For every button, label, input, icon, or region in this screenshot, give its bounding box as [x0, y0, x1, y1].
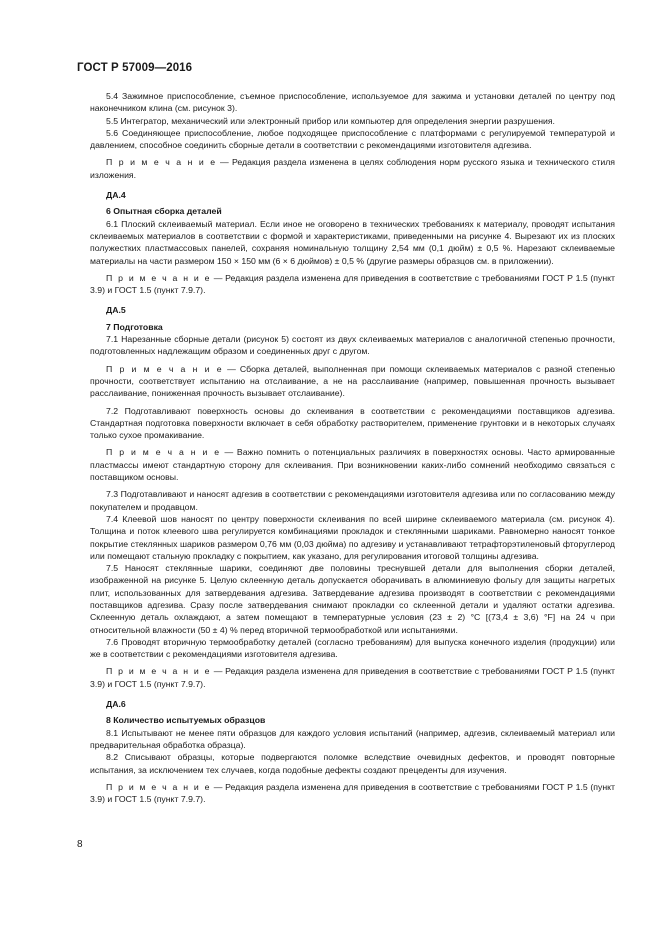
note-text: — Редакция раздела изменена для приведения в соответствие с требованиями ГОСТ Р 1.5 (пункт 3.9) и ГОСТ 1.5 (пункт 7.9.7). — [90, 781, 615, 805]
section-heading: ДА.5 — [106, 305, 126, 316]
document-header: ГОСТ Р 57009—2016 — [77, 62, 193, 74]
note-paragraph — [90, 272, 615, 297]
paragraph: 7.3 Подготавливают и наносят адгезив в соответствии с рекомендациями изготовителя адгезива или по согласованию между покупателем и продавцом. — [90, 489, 615, 512]
note-paragraph — [90, 665, 615, 690]
document-body — [90, 90, 615, 810]
paragraph: 5.4 Зажимное приспособление, съемное приспособление, используемое для зажима и установки деталей по центру под наконечником клина (см. рисунок 3). — [90, 91, 615, 114]
note-label: П р и м е ч а н и е — [106, 447, 221, 458]
subsection-heading: 6 Опытная сборка деталей — [106, 206, 222, 217]
paragraph: 7.6 Проводят вторичную термообработку деталей (согласно требованиям) для выпуска конечного изделия (продукции) или же в соответствии с рекомендациями изготовителя адгезива. — [90, 636, 615, 660]
note-label: П р и м е ч а н и е — [106, 781, 212, 792]
paragraph: 5.5 Интегратор, механический или электронный прибор или компьютер для определения энергии разрушения. — [106, 115, 555, 126]
note-text: — Редакция раздела изменена для приведения в соответствие с требованиями ГОСТ Р 1.5 (пункт 3.9) и ГОСТ 1.5 (пункт 7.9.7). — [90, 666, 615, 689]
section-heading: ДА.4 — [106, 190, 126, 201]
paragraph: 8.1 Испытывают не менее пяти образцов для каждого условия испытаний (например, адгезив, склеиваемый материал или предварительная обработка образца). — [90, 727, 615, 750]
paragraph: 7.2 Подготавливают поверхность основы до склеивания в соответствии с рекомендациями поставщиков адгезива. Стандартная подготовка поверхности включает в себя обработку растворителем, применение грунтовки и в некоторых случаях только сухое промакивание. — [90, 405, 615, 441]
paragraph: 7.4 Клеевой шов наносят по центру поверхности склеивания по всей ширине склеиваемого материала (см. рисунок 4). Толщина и поток клеевого шва регулируется комбинациями прокладок и стеклянными шариками. Равномерно наносят тонкое покрытие стеклянных шариков размером 0,76 мм (0,03 дюйма) по адгезиву и устанавливают тетрафторэтиленовый фторуглерод или помещают стальную прокладку с покрытием, как указано, для регулирования итоговой толщины адгезива. — [90, 513, 615, 561]
note-paragraph — [90, 781, 615, 806]
page-number: 8 — [77, 839, 83, 850]
note-label: П р и м е ч а н и е — [106, 363, 224, 374]
section-heading: ДА.6 — [106, 699, 126, 710]
note-text: — Редакция раздела изменена в целях соблюдения норм русского языка и технического стиля изложения. — [90, 157, 615, 180]
note-paragraph — [90, 446, 615, 483]
subsection-heading: 7 Подготовка — [106, 321, 163, 332]
paragraph: 7.5 Наносят стеклянные шарики, соединяют две половины треснувшей детали для выполнения сборки деталей, изображенной на рисунке 5. Целую склеенную деталь допускается оборачивать в алюминиевую фольгу для защиты нагретых плит, использованных для затвердевания адгезива. Затвердевание адгезива производят в соответствии с рекомендациями поставщиков адгезива. Сразу после затвердевания снимают прокладки со склеенной детали и удаляют остатки адгезива. Склеенную деталь охлаждают, а затем помещают в температурные условия (23 ± 2) °C [(73,4 ± 3,6) °F] на 24 ч при относительной влажности (50 ± 4) % перед вторичной термообработкой или испытаниями. — [90, 563, 615, 635]
note-text: — Сборка деталей, выполненная при помощи склеиваемых материалов с разной степенью прочности, соответствует испытанию на отслаивание, а не на расслаивание (например, повышенная прочность вызывает расслаивание, пониженная прочность вызывает отслаивание). — [90, 363, 615, 399]
paragraph: 8.2 Списывают образцы, которые подвергаются поломке вследствие очевидных дефектов, и проводят повторные испытания, за исключением тех случаев, когда подобные дефекты создают прецеденты для изучения. — [90, 752, 615, 775]
note-label: П р и м е ч а н и е — [106, 157, 217, 168]
paragraph: 5.6 Соединяющее приспособление, любое подходящее приспособление с платформами с регулируемой температурой и давлением, способное соединить сборные детали в соответствии с рекомендациями изготовителя адгезива. — [90, 127, 615, 151]
note-paragraph — [90, 156, 615, 181]
paragraph: 6.1 Плоский склеиваемый материал. Если иное не оговорено в технических требованиях к материалу, проводят испытания склеиваемых материалов в соответствии с формой и характеристиками, приведенными на рисунке 4. Вырезают их из плоских полужестких пластмассовых панелей, сохраняя номинальную толщину 2,54 мм (0,1 дюйм) ± 0,5 %. Нарезают склеиваемые материалы на части размером 150 × 150 мм (6 × 6 дюймов) ± 0,5 % (другие размеры образцов см. в приложении). — [90, 218, 615, 266]
note-paragraph — [90, 363, 615, 400]
note-text: — Важно помнить о потенциальных различиях в поверхностях основы. Часто армированные пластмассы имеют стандартную сторону для склеивания. При возникновении каких-либо сомнений необходимо связаться с поставщиком основы. — [90, 447, 615, 483]
paragraph: 7.1 Нарезанные сборные детали (рисунок 5) состоят из двух склеиваемых материалов с аналогичной степенью прочности, подготовленных надлежащим образом и соединенных друг с другом. — [90, 334, 615, 357]
note-label: П р и м е ч а н и е — [106, 666, 212, 677]
subsection-heading: 8 Количество испытуемых образцов — [106, 715, 266, 726]
note-label: П р и м е ч а н и е — [106, 272, 212, 283]
note-text: — Редакция раздела изменена для приведения в соответствие с требованиями ГОСТ Р 1.5 (пункт 3.9) и ГОСТ 1.5 (пункт 7.9.7). — [90, 272, 615, 296]
